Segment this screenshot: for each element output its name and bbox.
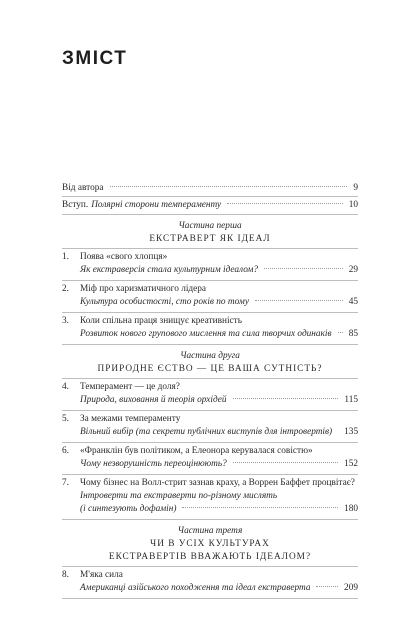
- toc-chapter-title[interactable]: [80, 444, 358, 458]
- toc-page-number: 29: [348, 265, 358, 275]
- leader-dots: [255, 300, 343, 301]
- part-title: ПРИРОДНЕ ЄСТВО — ЦЕ ВАША СУТНІСТЬ?: [97, 364, 323, 374]
- divider: [62, 442, 358, 443]
- part-label: Частина перша: [178, 221, 242, 231]
- chapter-title: Міф про харизматичного лідера: [80, 284, 207, 294]
- toc-chapter-title[interactable]: [80, 314, 358, 328]
- toc-chapter-subtitle[interactable]: [80, 295, 358, 309]
- part-label: Частина друга: [180, 351, 240, 361]
- toc-page-number: 10: [348, 200, 358, 210]
- chapter-number: 6.: [62, 446, 69, 456]
- leader-dots: [316, 586, 338, 587]
- toc-heading: ЗМІСТ: [62, 48, 128, 69]
- chapter-subtitle: Культура особистості, сто років по тому: [80, 297, 249, 307]
- chapter-subtitle: Чому незворушність переоцінюють?: [80, 459, 227, 469]
- toc-page-number: 180: [344, 504, 358, 514]
- chapter-number: 1.: [62, 252, 69, 262]
- divider: [62, 474, 358, 475]
- divider: [62, 280, 358, 281]
- part-title: ЧИ В УСІХ КУЛЬТУРАХ: [150, 539, 270, 549]
- toc-page-number: 135: [344, 427, 359, 437]
- chapter-title: Поява «свого хлопця»: [80, 252, 168, 262]
- chapter-title: Чому бізнес на Волл-стрит зазнав краху, а Воррен Баффет процвітає?: [80, 478, 355, 488]
- leader-dots: [233, 462, 338, 463]
- toc-page-number: 209: [344, 583, 358, 593]
- toc-chapter-subtitle[interactable]: [80, 489, 358, 503]
- divider: [62, 566, 358, 567]
- divider: [62, 248, 358, 249]
- chapter-subtitle: Інтроверти та екстраверти по-різному мислять: [80, 491, 278, 501]
- toc-page-number: 115: [344, 395, 358, 405]
- leader-dots: [227, 203, 343, 204]
- toc-page-number: 85: [348, 329, 358, 339]
- chapter-subtitle: Природа, виховання й теорія орхідей: [80, 395, 227, 405]
- chapter-subtitle: Як екстраверсія стала культурним ідеалом?: [80, 265, 259, 275]
- leader-dots: [182, 507, 338, 508]
- toc-page-number: 152: [344, 459, 358, 469]
- toc-chapter-title[interactable]: [80, 380, 358, 394]
- toc-entry-title: Від автора: [62, 183, 104, 193]
- part-label: Частина третя: [177, 526, 243, 536]
- leader-dots: [110, 186, 348, 187]
- toc-chapter-subtitle-cont[interactable]: [80, 502, 358, 516]
- chapter-title: Коли спільна праця знищує креативність: [80, 316, 242, 326]
- chapter-number: 2.: [62, 284, 69, 294]
- divider: [62, 378, 358, 379]
- chapter-number: 3.: [62, 316, 69, 326]
- toc-chapter-title[interactable]: [80, 568, 358, 582]
- toc-chapter-subtitle[interactable]: [80, 327, 358, 341]
- toc-entry-label: Вступ.: [62, 200, 89, 210]
- toc-entry-author[interactable]: [62, 181, 358, 195]
- toc-chapter-subtitle[interactable]: [80, 581, 358, 595]
- chapter-number: 7.: [62, 478, 69, 488]
- divider: [62, 312, 358, 313]
- divider: [62, 214, 358, 215]
- toc-chapter-title[interactable]: [80, 412, 358, 426]
- chapter-title: М'яка сила: [80, 570, 123, 580]
- toc-chapter-title[interactable]: [80, 282, 358, 296]
- toc-chapter-subtitle[interactable]: [80, 393, 358, 407]
- toc-page-number: 9: [353, 183, 358, 193]
- toc-entry-intro[interactable]: [62, 198, 358, 212]
- divider: [62, 598, 358, 599]
- divider: [62, 519, 358, 520]
- toc-page-number: 45: [348, 297, 358, 307]
- chapter-subtitle: Розвиток нового групового мислення та сила творчих одинаків: [80, 329, 332, 339]
- toc-chapter-subtitle[interactable]: [80, 425, 358, 439]
- chapter-subtitle: Американці азійського походження та ідеал екстраверта: [80, 583, 311, 593]
- leader-dots: [338, 332, 343, 333]
- leader-dots: [233, 398, 339, 399]
- divider: [62, 344, 358, 345]
- part-title-cont: ЕКСТРАВЕРТІВ ВВАЖАЮТЬ ІДЕАЛОМ?: [108, 552, 312, 562]
- chapter-title: «Франклін був політиком, а Елеонора керувалася совістю»: [80, 446, 313, 456]
- divider: [62, 196, 358, 197]
- chapter-number: 5.: [62, 414, 69, 424]
- chapter-subtitle: Вільний вибір (та секрети публічних виступів для інтровертів): [80, 427, 333, 437]
- chapter-number: 4.: [62, 382, 69, 392]
- part-title: ЕКСТРАВЕРТ ЯК ІДЕАЛ: [149, 234, 271, 244]
- chapter-title: Темперамент — це доля?: [80, 382, 180, 392]
- toc-chapter-title[interactable]: [80, 476, 358, 490]
- toc-entry-title: Полярні сторони темпераменту: [91, 200, 222, 210]
- toc-chapter-title[interactable]: [80, 250, 358, 264]
- toc-chapter-subtitle[interactable]: [80, 263, 358, 277]
- toc-chapter-subtitle[interactable]: [80, 457, 358, 471]
- leader-dots: [264, 268, 343, 269]
- chapter-title: За межами темпераменту: [80, 414, 181, 424]
- chapter-number: 8.: [62, 570, 69, 580]
- divider: [62, 410, 358, 411]
- chapter-subtitle: (і синтезують дофамін): [80, 504, 177, 514]
